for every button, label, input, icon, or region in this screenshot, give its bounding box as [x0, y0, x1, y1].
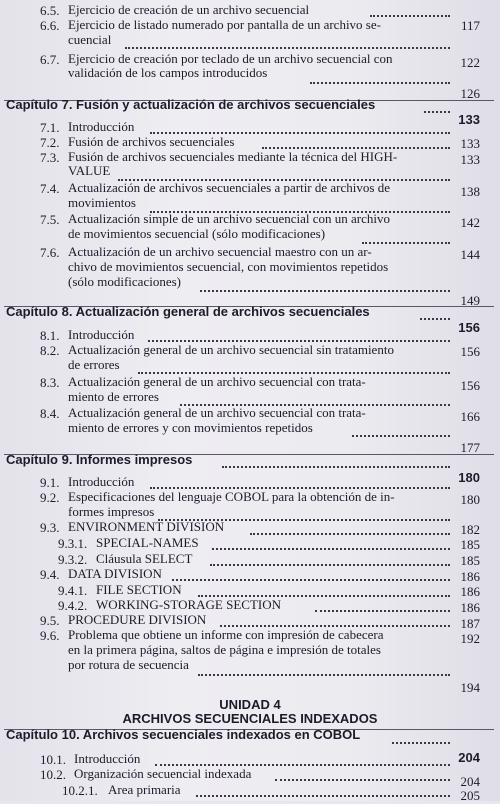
entry-title-line: de movimientos secuencial (sólo modificaciones)	[68, 226, 326, 241]
entry-title-line: Actualización de un archivo secuencial maestro con un ar-	[68, 244, 372, 259]
entry-number: 9.2.	[40, 490, 60, 505]
page-number: 204	[460, 774, 480, 789]
page-number: 194	[460, 680, 480, 695]
chapter-heading: Capítulo 8. Actualización general de archivos secuenciales	[6, 304, 370, 319]
entry-title-line: Actualización de archivos secuenciales a partir de archivos de	[68, 180, 390, 195]
entry-title-line: (sólo modificaciones)	[68, 274, 181, 289]
leader-dots	[310, 80, 450, 84]
leader-dots	[352, 433, 450, 437]
leader-dots	[196, 793, 450, 797]
chapter-heading: Capítulo 10. Archivos secuenciales indexados en COBOL	[6, 727, 361, 742]
entry-title-line: Actualización general de un archivo secuencial con trata-	[68, 405, 366, 420]
entry-number: 7.4.	[40, 181, 60, 196]
entry-title: Ejercicio de creación de un archivo secuencial	[68, 2, 310, 17]
page-number: 156	[460, 344, 480, 359]
entry-number: 8.2.	[40, 343, 60, 358]
page-number: 205	[460, 788, 480, 803]
entry-number: 7.6.	[40, 245, 60, 260]
page-number: 156	[460, 378, 480, 393]
entry-title: Introducción	[68, 327, 135, 342]
entry-number: 9.4.2.	[58, 598, 88, 613]
entry-number: 10.2.	[40, 767, 66, 782]
page-number: 182	[460, 522, 480, 537]
leader-dots	[275, 777, 450, 781]
leader-dots	[212, 546, 450, 550]
page-number: 142	[460, 215, 480, 230]
entry-title-line: Ejercicio de creación por teclado de un archivo secuencial con	[68, 51, 393, 66]
entry-title-line: Actualización general de un archivo secuencial con trata-	[68, 374, 366, 389]
page-number: 122	[460, 55, 480, 70]
chapter-page-number: 156	[458, 320, 480, 335]
page-number: 138	[460, 184, 480, 199]
entry-number: 10.2.1.	[62, 783, 98, 798]
entry-number: 10.1.	[40, 752, 66, 767]
entry-title: Organización secuencial indexada	[74, 766, 252, 781]
entry-title-line: miento de errores y con movimientos repetidos	[68, 420, 313, 435]
entry-number: 8.1.	[40, 328, 60, 343]
entry-title-line: Actualización simple de un archivo secuencial con un archivo	[68, 211, 390, 226]
entry-title: Fusión de archivos secuenciales	[68, 134, 235, 149]
entry-title: Cláusula SELECT	[96, 551, 193, 566]
entry-title: DATA DIVISION	[68, 566, 162, 581]
entry-number: 6.6.	[40, 18, 60, 33]
entry-number: 7.3.	[40, 150, 60, 165]
entry-number: 7.1.	[40, 120, 60, 135]
leader-dots	[210, 562, 450, 566]
page-number: 192	[460, 631, 480, 646]
leader-dots	[222, 464, 450, 468]
entry-number: 7.5.	[40, 212, 60, 227]
entry-number: 8.3.	[40, 375, 60, 390]
entry-title-line: Especificaciones del lenguaje COBOL para la obtención de in-	[68, 489, 395, 504]
entry-title-line: Fusión de archivos secuenciales mediante la técnica del HIGH-	[68, 149, 398, 164]
entry-title-line: formes impresos	[68, 504, 155, 519]
entry-title: FILE SECTION	[96, 582, 182, 597]
entry-title-line: miento de errores	[68, 389, 159, 404]
entry-title-line: por rotura de secuencia	[68, 657, 189, 672]
leader-dots	[362, 240, 450, 244]
leader-dots	[392, 740, 450, 744]
unit-title: ARCHIVOS SECUENCIALES INDEXADOS	[122, 711, 378, 726]
page-number: 166	[460, 409, 480, 424]
page-number: 185	[460, 553, 480, 568]
entry-number: 8.4.	[40, 406, 60, 421]
leader-dots	[370, 13, 450, 17]
entry-title-line: de errores	[68, 357, 120, 372]
chapter-heading: Capítulo 9. Informes impresos	[6, 452, 193, 467]
page-number: 133	[460, 152, 480, 167]
page-number: 149	[460, 293, 480, 308]
entry-title-line: en la primera página, saltos de página e impresión de totales	[68, 642, 381, 657]
leader-dots	[315, 608, 450, 612]
page-number: 180	[460, 492, 480, 507]
page-number: 126	[460, 86, 480, 101]
leader-dots	[420, 316, 450, 320]
page-number: 133	[460, 136, 480, 151]
entry-number: 9.3.2.	[58, 552, 88, 567]
page-number: 177	[460, 440, 480, 455]
entry-number: 6.7.	[40, 52, 60, 67]
entry-title-line: VALUE	[68, 163, 111, 178]
entry-number: 9.1.	[40, 475, 60, 490]
page-number: 186	[460, 584, 480, 599]
entry-title: WORKING-STORAGE SECTION	[96, 597, 282, 612]
leader-dots	[250, 531, 450, 535]
page-number: 187	[460, 616, 480, 631]
entry-title-line: movimientos	[68, 195, 136, 210]
leader-dots	[172, 577, 450, 581]
entry-number: 9.5.	[40, 613, 60, 628]
page-number: 144	[460, 247, 480, 262]
entry-title-line: cuencial	[68, 32, 112, 47]
chapter-page-number: 180	[458, 470, 480, 485]
leader-dots	[125, 45, 450, 49]
entry-title: PROCEDURE DIVISION	[68, 612, 207, 627]
entry-number: 9.3.1.	[58, 536, 88, 551]
entry-title-line: Ejercicio de listado numerado por pantalla de un archivo se-	[68, 17, 381, 32]
entry-number: 9.4.	[40, 567, 60, 582]
entry-title-line: validación de los campos introducidos	[68, 65, 268, 80]
entry-title: SPECIAL-NAMES	[96, 535, 199, 550]
leader-dots	[198, 672, 450, 676]
entry-number: 9.4.1.	[58, 583, 88, 598]
entry-title-line: chivo de movimientos secuencial, con movimientos repetidos	[68, 259, 389, 274]
entry-title: Introducción	[74, 751, 141, 766]
page-number: 185	[460, 537, 480, 552]
page-number: 186	[460, 569, 480, 584]
entry-title-line: Problema que obtiene un informe con impresión de cabecera	[68, 627, 384, 642]
entry-number: 9.6.	[40, 628, 60, 643]
unit-label: UNIDAD 4	[219, 697, 281, 712]
entry-title: Area primaria	[108, 782, 181, 797]
leader-dots	[200, 288, 450, 292]
page-number: 186	[460, 600, 480, 615]
entry-number: 9.3.	[40, 520, 60, 535]
entry-title: Introducción	[68, 119, 135, 134]
entry-number: 7.2.	[40, 135, 60, 150]
chapter-page-number: 133	[458, 112, 480, 127]
entry-title: ENVIRONMENT DIVISION	[68, 519, 225, 534]
entry-title: Introducción	[68, 474, 135, 489]
entry-title-line: Actualización general de un archivo secuencial sin tratamiento	[68, 342, 394, 357]
page-number: 117	[460, 18, 480, 33]
chapter-heading: Capítulo 7. Fusión y actualización de archivos secuenciales	[6, 97, 376, 112]
chapter-page-number: 204	[458, 750, 480, 765]
leader-dots	[424, 109, 450, 113]
entry-number: 6.5.	[40, 3, 60, 18]
